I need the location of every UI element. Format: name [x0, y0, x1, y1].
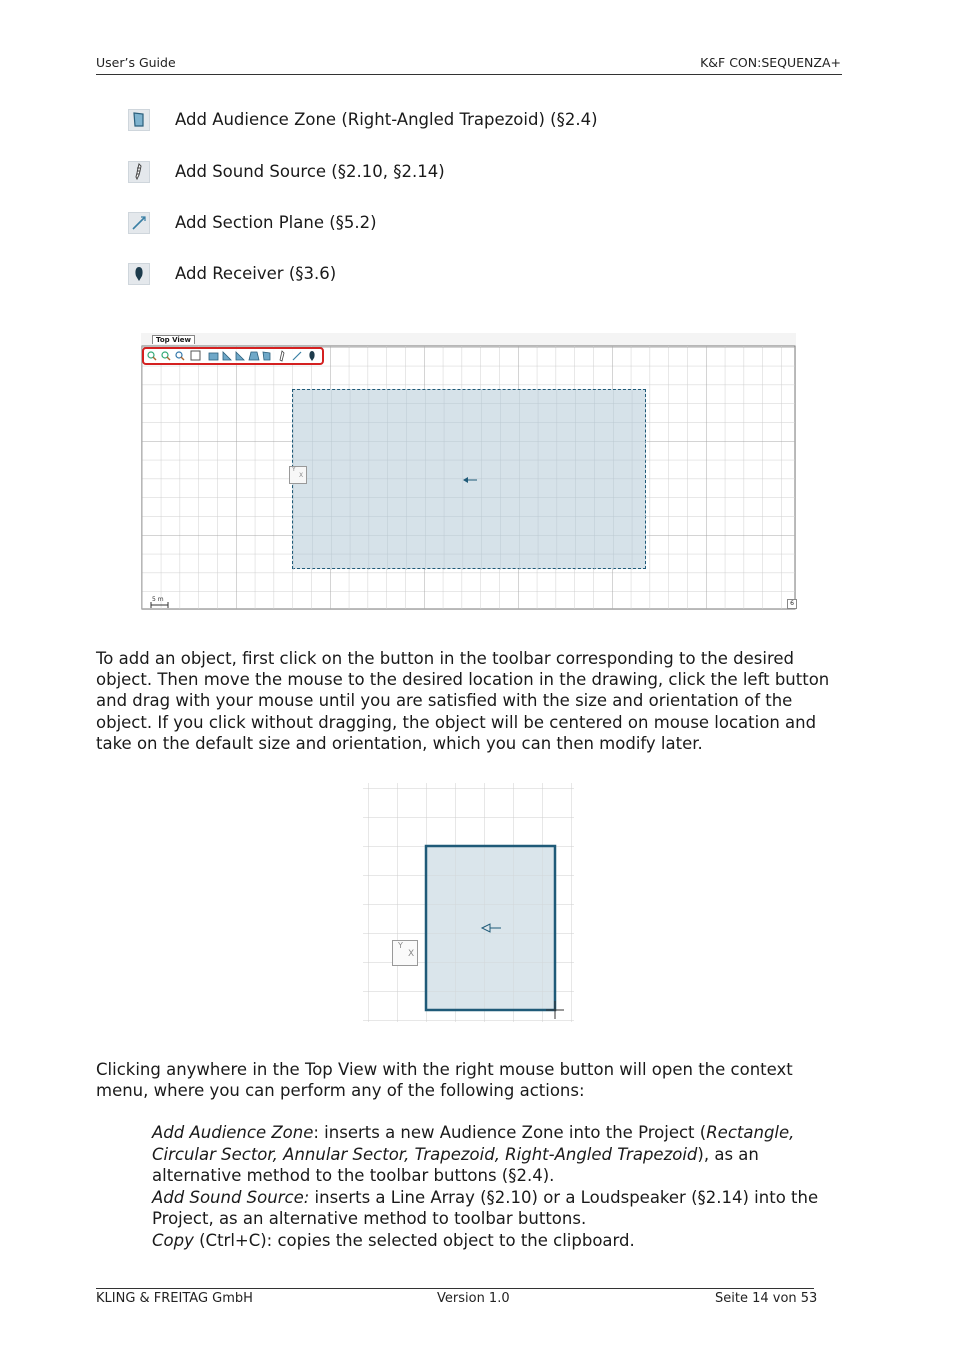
orientation-arrow-icon [461, 475, 481, 485]
top-view-screenshot [141, 333, 796, 610]
paragraph-add-object: To add an object, first click on the button in the toolbar corresponding to the desired object. Then move the mouse to the desired location in the drawing, click the left button and drag with your mouse until you are satisfied with the size and orientation of the object. If you click without dragging, the object will be centered on mouse location and take on the default size and orientation, which you can then modify later. [96, 649, 830, 753]
tool-label: Add Section Plane (§5.2) [175, 213, 377, 232]
corner-zoom-button[interactable]: 6 [787, 599, 797, 609]
action-add-sound-source: Add Sound Source: inserts a Line Array (§2.10) or a Loudspeaker (§2.14) into the Project, as an alternative method to toolbar buttons. [152, 1187, 819, 1228]
paragraph-context-menu: Clicking anywhere in the Top View with the right mouse button will open the context menu, where you can perform any of the following actions: [96, 1060, 793, 1101]
audience-zone-trapezoid-icon [128, 109, 150, 131]
section-plane-icon [128, 212, 150, 234]
tool-label: Add Receiver (§3.6) [175, 264, 337, 283]
scale-bar [150, 602, 170, 608]
sound-source-icon [128, 161, 150, 183]
scale-label: 5 m [152, 596, 164, 603]
header-right: K&F CON:SEQUENZA+ [700, 55, 841, 70]
zoom-icons [148, 352, 184, 360]
drag-illustration [363, 783, 574, 1022]
origin-axis-icon: Y X [289, 466, 307, 484]
receiver-icon [128, 263, 150, 285]
footer-page-number: Seite 14 von 53 [715, 1291, 818, 1306]
footer-version: Version 1.0 [437, 1291, 510, 1306]
action-add-audience-zone: Add Audience Zone: inserts a new Audience Zone into the Project (Rectangle, Circular Sector, Annular Sector, Trapezoid, Right-Angled Trapezoid), as an alternative method to the toolbar buttons (§2.4). [152, 1123, 795, 1185]
header-left: User’s Guide [96, 55, 176, 70]
tab-top-view[interactable]: Top View [152, 335, 195, 344]
tool-label: Add Sound Source (§2.10, §2.14) [175, 162, 445, 181]
header-rule [96, 74, 842, 75]
audience-zone-rectangle[interactable] [292, 389, 646, 569]
footer-rule [96, 1288, 814, 1289]
footer-company: KLING & FREITAG GmbH [96, 1291, 253, 1306]
toolbar-highlight [142, 347, 324, 365]
context-menu-actions [152, 1122, 832, 1251]
action-copy: Copy (Ctrl+C): copies the selected object to the clipboard. [152, 1230, 635, 1250]
tool-label: Add Audience Zone (Right-Angled Trapezoid) (§2.4) [175, 110, 598, 129]
origin-axis-icon: Y X [392, 940, 418, 966]
